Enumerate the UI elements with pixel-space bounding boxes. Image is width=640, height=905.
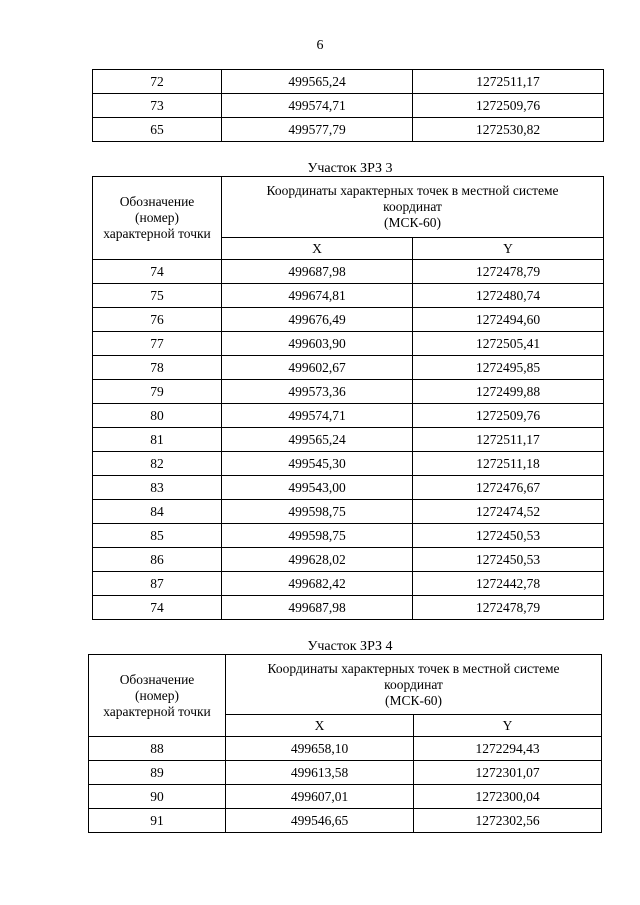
x-coordinate-cell: 499682,42 [222, 572, 413, 596]
section-title-zrz-4: Участок ЗРЗ 4 [307, 639, 393, 654]
y-coordinate-cell: 1272499,88 [413, 380, 604, 404]
table-row [89, 785, 602, 809]
point-number-cell: 85 [93, 524, 222, 548]
y-coordinate-cell: 1272294,43 [414, 737, 602, 761]
header-line: характерной точки [103, 226, 211, 241]
point-number-cell: 65 [93, 118, 222, 142]
header-line: (МСК-60) [384, 215, 441, 230]
table-row [93, 428, 604, 452]
point-number-cell: 91 [89, 809, 226, 833]
point-number-cell: 81 [93, 428, 222, 452]
y-coordinate-cell: 1272300,04 [414, 785, 602, 809]
table-row [93, 70, 604, 94]
y-coordinate-cell: 1272474,52 [413, 500, 604, 524]
table-body [89, 737, 602, 833]
x-coordinate-cell: 499613,58 [226, 761, 414, 785]
table-row [93, 94, 604, 118]
header-line: (номер) [135, 687, 179, 703]
x-coordinate-cell: 499687,98 [222, 596, 413, 620]
x-coordinate-cell: 499577,79 [222, 118, 413, 142]
point-number-cell: 87 [93, 572, 222, 596]
x-coordinate-cell: 499545,30 [222, 452, 413, 476]
header-line: характерной точки [103, 703, 211, 719]
header-line: Координаты характерных точек в местной системе [267, 660, 560, 676]
y-coordinate-cell: 1272505,41 [413, 332, 604, 356]
y-coordinate-cell: 1272511,17 [413, 428, 604, 452]
x-coordinate-cell: 499565,24 [222, 70, 413, 94]
point-number-cell: 76 [93, 308, 222, 332]
point-number-cell: 75 [93, 284, 222, 308]
point-number-cell: 89 [89, 761, 226, 785]
y-coordinate-cell: 1272509,76 [413, 404, 604, 428]
y-coordinate-cell: 1272301,07 [414, 761, 602, 785]
point-number-cell: 74 [93, 596, 222, 620]
y-coordinate-cell: 1272478,79 [413, 596, 604, 620]
table-header [93, 177, 604, 260]
point-designation-header [93, 177, 222, 260]
y-coordinate-cell: 1272495,85 [413, 356, 604, 380]
point-number-cell: 73 [93, 94, 222, 118]
point-number-cell: 82 [93, 452, 222, 476]
header-line: Координаты характерных точек в местной системе [266, 183, 559, 198]
point-number-cell: 90 [89, 785, 226, 809]
header-line: координат [383, 199, 442, 214]
x-coordinate-cell: 499687,98 [222, 260, 413, 284]
table-row [93, 548, 604, 572]
coordinates-header [222, 177, 604, 238]
point-number-cell: 83 [93, 476, 222, 500]
y-coordinate-cell: 1272450,53 [413, 524, 604, 548]
table-row [89, 809, 602, 833]
x-coordinate-cell: 499674,81 [222, 284, 413, 308]
x-coordinate-cell: 499676,49 [222, 308, 413, 332]
x-coordinate-cell: 499598,75 [222, 500, 413, 524]
coordinates-table-zrz-3 [92, 176, 604, 620]
point-designation-header [89, 655, 226, 737]
x-coordinate-cell: 499543,00 [222, 476, 413, 500]
point-number-cell: 88 [89, 737, 226, 761]
table-row [93, 308, 604, 332]
y-coordinate-cell: 1272494,60 [413, 308, 604, 332]
x-coordinate-cell: 499574,71 [222, 404, 413, 428]
y-coordinate-cell: 1272302,56 [414, 809, 602, 833]
x-column-header: X [226, 715, 414, 737]
y-coordinate-cell: 1272442,78 [413, 572, 604, 596]
y-coordinate-cell: 1272511,18 [413, 452, 604, 476]
y-column-header: Y [413, 238, 604, 260]
table-row [93, 404, 604, 428]
table-row [93, 476, 604, 500]
x-coordinate-cell: 499598,75 [222, 524, 413, 548]
point-number-cell: 72 [93, 70, 222, 94]
table-row [93, 356, 604, 380]
table-row [89, 761, 602, 785]
x-column-header: X [222, 238, 413, 260]
table-row [93, 572, 604, 596]
header-line: Обозначение [119, 671, 195, 687]
y-coordinate-cell: 1272530,82 [413, 118, 604, 142]
table-row [89, 737, 602, 761]
coordinates-header [226, 655, 602, 715]
point-number-cell: 79 [93, 380, 222, 404]
table-row [93, 596, 604, 620]
x-coordinate-cell: 499603,90 [222, 332, 413, 356]
header-line: (номер) [135, 210, 179, 225]
table-body [93, 260, 604, 620]
table-row [93, 332, 604, 356]
header-line: координат [384, 676, 443, 692]
x-coordinate-cell: 499565,24 [222, 428, 413, 452]
x-coordinate-cell: 499628,02 [222, 548, 413, 572]
coordinates-table-zrz-4 [88, 654, 602, 833]
y-coordinate-cell: 1272476,67 [413, 476, 604, 500]
x-coordinate-cell: 499658,10 [226, 737, 414, 761]
table-row [93, 260, 604, 284]
header-line: Обозначение [119, 194, 195, 209]
header-row [89, 655, 602, 715]
x-coordinate-cell: 499546,65 [226, 809, 414, 833]
x-coordinate-cell: 499607,01 [226, 785, 414, 809]
page-number: 6 [316, 38, 324, 53]
table-body [93, 70, 604, 142]
x-coordinate-cell: 499573,36 [222, 380, 413, 404]
point-number-cell: 78 [93, 356, 222, 380]
point-number-cell: 84 [93, 500, 222, 524]
table-row [93, 452, 604, 476]
table-row [93, 500, 604, 524]
section-title-zrz-3: Участок ЗРЗ 3 [307, 161, 393, 176]
table-row [93, 284, 604, 308]
y-coordinate-cell: 1272511,17 [413, 70, 604, 94]
table-header [89, 655, 602, 737]
coordinates-table-continuation [92, 69, 604, 142]
table-row [93, 118, 604, 142]
x-coordinate-cell: 499574,71 [222, 94, 413, 118]
y-coordinate-cell: 1272450,53 [413, 548, 604, 572]
header-line: (МСК-60) [385, 692, 442, 708]
table-row [93, 524, 604, 548]
table-row [93, 380, 604, 404]
y-column-header: Y [414, 715, 602, 737]
point-number-cell: 77 [93, 332, 222, 356]
point-number-cell: 80 [93, 404, 222, 428]
y-coordinate-cell: 1272480,74 [413, 284, 604, 308]
point-number-cell: 86 [93, 548, 222, 572]
x-coordinate-cell: 499602,67 [222, 356, 413, 380]
y-coordinate-cell: 1272509,76 [413, 94, 604, 118]
point-number-cell: 74 [93, 260, 222, 284]
y-coordinate-cell: 1272478,79 [413, 260, 604, 284]
header-row [93, 177, 604, 238]
